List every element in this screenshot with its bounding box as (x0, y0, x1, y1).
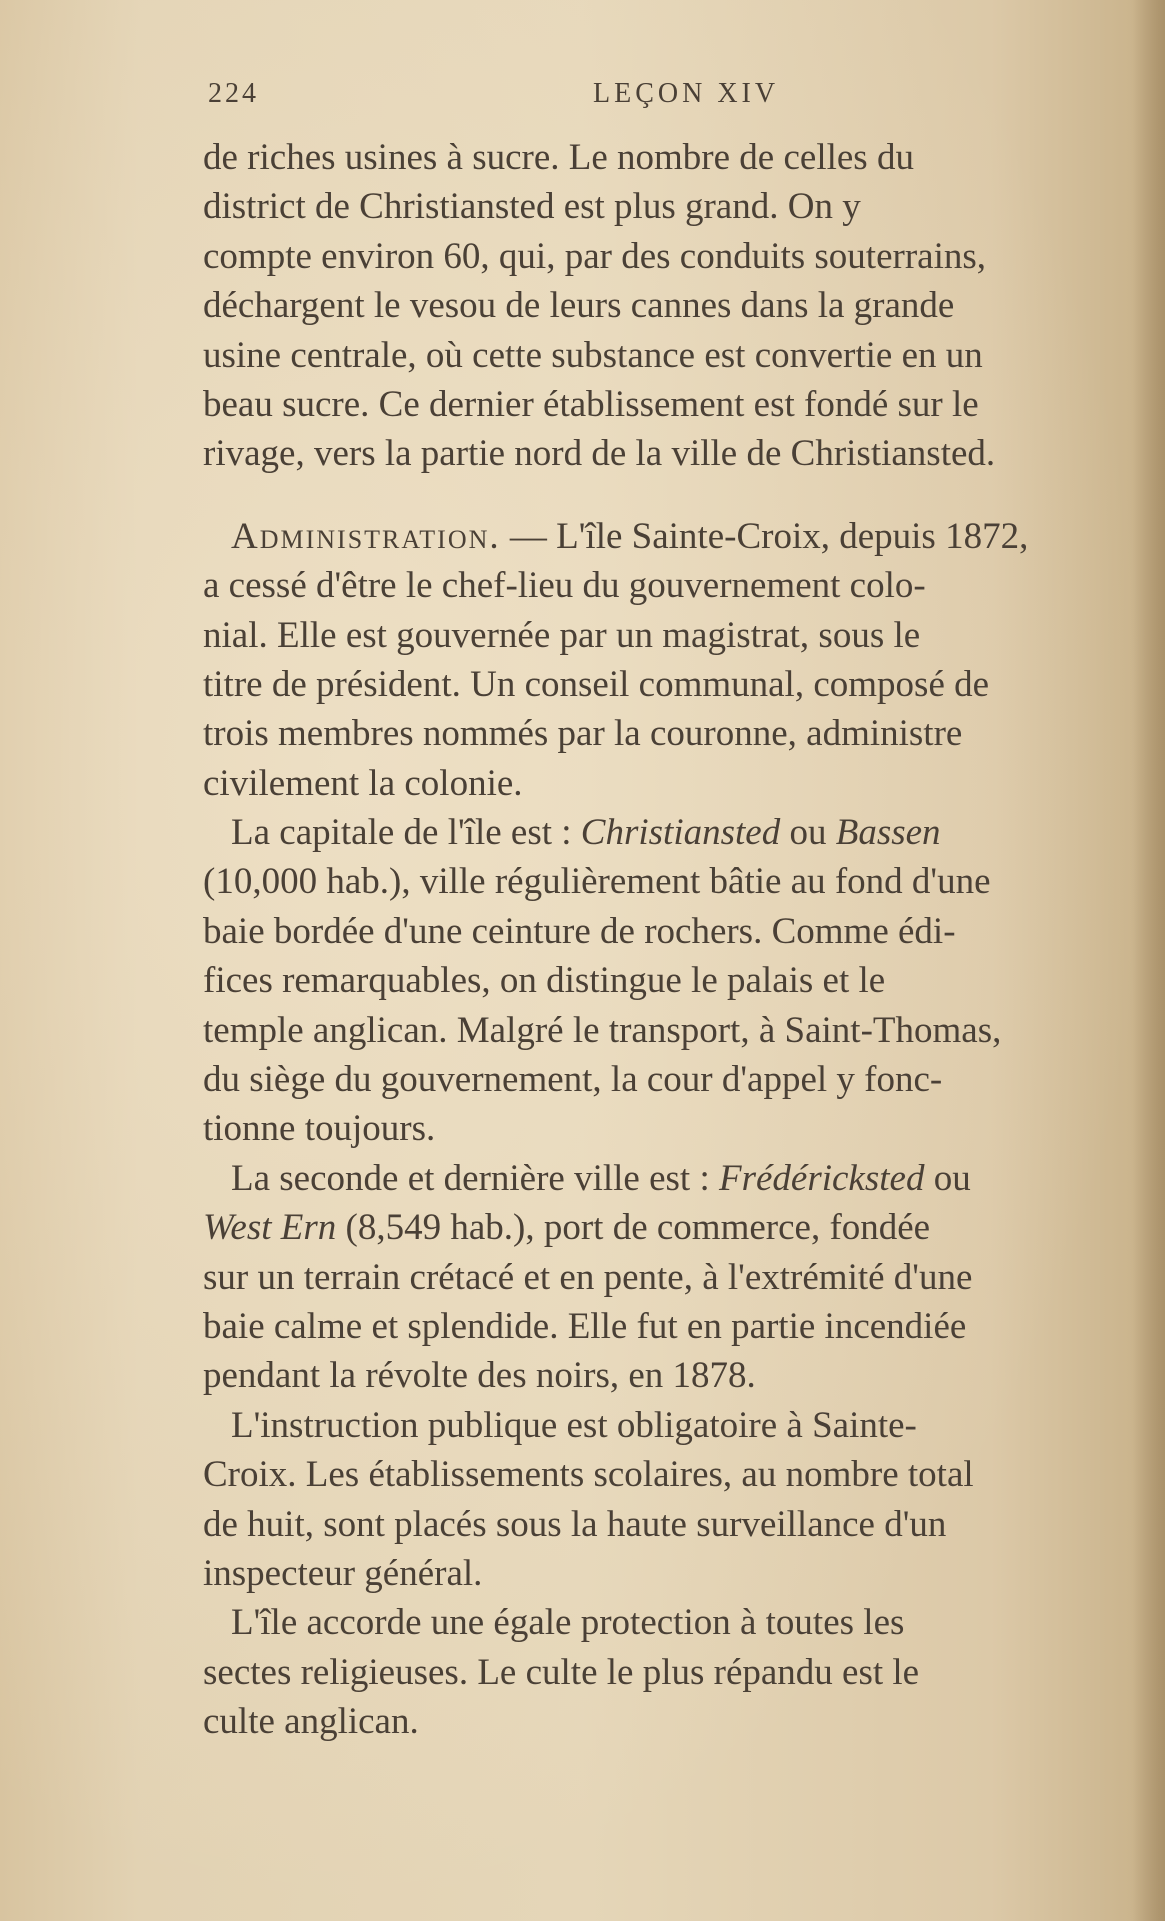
paragraph-sugar-mills (203, 133, 1158, 479)
body-text (203, 133, 1158, 1747)
text-line: culte anglican. (203, 1701, 419, 1743)
text-run: La capitale de l'île est : (231, 812, 581, 854)
text-line: temple anglican. Malgré le transport, à Saint-Thomas, (203, 1009, 1002, 1051)
place-name: West Ern (203, 1207, 337, 1249)
page-number: 224 (208, 78, 259, 109)
text-line (203, 1203, 1158, 1252)
text-line (203, 512, 1158, 561)
place-name: Frédéricksted (718, 1157, 925, 1199)
text-line: L'instruction publique est obligatoire à Sainte- (231, 1404, 917, 1446)
text-line: sectes religieuses. Le culte le plus répandu est le (203, 1651, 920, 1693)
text-line: sur un terrain crétacé et en pente, à l'extrémité d'une (203, 1256, 973, 1298)
text-line: titre de président. Un conseil communal, composé de (203, 663, 990, 705)
text-line: usine centrale, où cette substance est convertie en un (203, 334, 983, 376)
text-line (203, 808, 1158, 857)
text-line: civilement la colonie. (203, 762, 523, 804)
place-name: Christiansted (580, 812, 781, 854)
running-head: LEÇON XIV (593, 78, 780, 109)
paragraph-religion (203, 1598, 1158, 1746)
text-run: — L'île Sainte-Croix, depuis 1872, (500, 515, 1029, 557)
text-line: rivage, vers la partie nord de la ville de Christiansted. (203, 433, 996, 475)
paragraph-second-town (203, 1154, 1158, 1401)
text-line: baie bordée d'une ceinture de rochers. Comme édi- (203, 910, 956, 952)
text-line: pendant la révolte des noirs, en 1878. (203, 1355, 756, 1397)
paragraph-administration (203, 512, 1158, 808)
text-line: de huit, sont placés sous la haute surveillance d'un (203, 1503, 947, 1545)
text-line: trois membres nommés par la couronne, administre (203, 713, 963, 755)
paragraph-capital (203, 808, 1158, 1154)
text-line: Croix. Les établissements scolaires, au nombre total (203, 1454, 974, 1496)
text-line: compte environ 60, qui, par des conduits souterrains, (203, 235, 986, 277)
text-line: fices remarquables, on distingue le palais et le (203, 960, 886, 1002)
section-gap (203, 479, 1158, 512)
text-run: (8,549 hab.), port de commerce, fondée (336, 1207, 931, 1249)
text-line: tionne toujours. (203, 1108, 436, 1150)
text-line: beau sucre. Ce dernier établissement est fondé sur le (203, 383, 979, 425)
page-header (208, 78, 1038, 118)
text-line: nial. Elle est gouvernée par un magistrat, sous le (203, 614, 921, 656)
text-line: L'île accorde une égale protection à toutes les (231, 1602, 905, 1644)
place-name: Bassen (835, 812, 941, 854)
text-run: ou (780, 812, 836, 854)
text-line: baie calme et splendide. Elle fut en partie incendiée (203, 1305, 967, 1347)
text-line: a cessé d'être le chef-lieu du gouvernement colo- (203, 565, 926, 607)
text-line: district de Christiansted est plus grand. On y (203, 186, 861, 228)
text-line: du siège du gouvernement, la cour d'appel y fonc- (203, 1059, 943, 1101)
text-run: ou (924, 1157, 971, 1199)
section-heading: Administration. (231, 515, 501, 557)
text-line: déchargent le vesou de leurs cannes dans la grande (203, 285, 955, 327)
text-run: La seconde et dernière ville est : (231, 1157, 719, 1199)
text-line: (10,000 hab.), ville régulièrement bâtie au fond d'une (203, 861, 991, 903)
text-line (203, 1154, 1158, 1203)
text-line: inspecteur général. (203, 1552, 483, 1594)
text-line: de riches usines à sucre. Le nombre de celles du (203, 137, 914, 178)
paragraph-instruction (203, 1401, 1158, 1599)
